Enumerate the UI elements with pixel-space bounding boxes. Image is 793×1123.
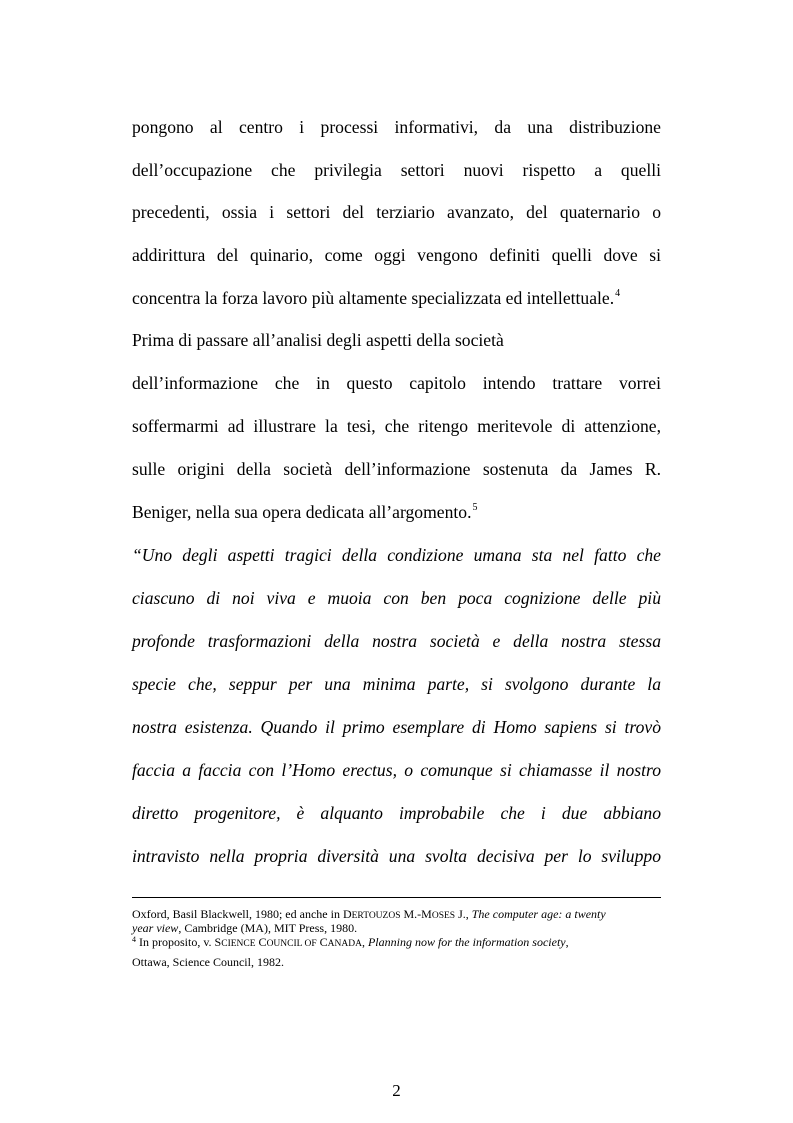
footnote-text: Oxford, Basil Blackwell, 1980; ed anche in (132, 907, 343, 921)
body-line (132, 244, 661, 266)
footnote-text: year view (132, 921, 179, 935)
footnote-text: , (565, 935, 569, 949)
quote-line (132, 759, 661, 781)
body-line (132, 201, 661, 223)
quote-line (132, 845, 661, 867)
footnote-text: , (361, 935, 368, 949)
footnote-text: The computer age: a twenty (471, 907, 606, 921)
body-line (132, 159, 661, 181)
footnote-line (132, 922, 672, 935)
body-line (132, 287, 661, 313)
footnote-text: Ottawa, Science Council, 1982. (132, 955, 284, 969)
quote-line (132, 587, 661, 609)
quote-text: profonde trasformazioni della nostra società e della nostra stessa (132, 631, 661, 651)
body-line (132, 372, 661, 394)
body-line (132, 501, 661, 527)
body-text: Beniger, nella sua opera dedicata all’argomento. (132, 502, 472, 522)
footnote-reference: 5 (472, 502, 478, 513)
quote-line (132, 802, 661, 824)
quote-line (132, 716, 661, 738)
footnote-text: Planning now for the information society (367, 935, 566, 949)
body-text: dell’occupazione che privilegia settori nuovi rispetto a quelli (132, 160, 661, 180)
quote-text: intravisto nella propria diversità una svolta decisiva per lo sviluppo (132, 846, 661, 866)
quote-text: specie che, seppur per una minima parte, si svolgono durante la (132, 674, 661, 694)
footnote-text: OUNCIL OF (266, 939, 317, 949)
body-line (132, 415, 661, 437)
body-line (132, 458, 661, 480)
body-text: addirittura del quinario, come oggi vengono definiti quelli dove si (132, 245, 661, 265)
footnote-line (132, 936, 672, 951)
footnote-text: J., (455, 907, 472, 921)
body-text: concentra la forza lavoro più altamente specializzata ed intellettuale. (132, 288, 615, 308)
footnote-text: D (342, 907, 352, 921)
body-text: dell’informazione che in questo capitolo intendo trattare vorrei (132, 373, 661, 393)
footnote-text: ERTOUZOS (351, 911, 401, 921)
quote-text: “Uno degli aspetti tragici della condizione umana sta nel fatto che (132, 545, 661, 565)
footnote-text: OSES (431, 911, 456, 921)
footnote-separator (132, 897, 661, 898)
quote-text: diretto progenitore, è alquanto improbabile che i due abbiano (132, 803, 661, 823)
footnote-number: 4 (132, 935, 136, 944)
body-line (132, 116, 661, 138)
footnote-text: ANADA (327, 939, 362, 949)
footnote-line (132, 956, 672, 969)
footnote-reference: 4 (615, 288, 621, 299)
quote-line (132, 630, 661, 652)
footnote-text: , Cambridge (MA), MIT Press, 1980. (178, 921, 358, 935)
body-text: soffermarmi ad illustrare la tesi, che ritengo meritevole di attenzione, (132, 416, 661, 436)
quote-text: ciascuno di noi viva e muoia con ben poca cognizione delle più (132, 588, 661, 608)
body-text: Prima di passare all’analisi degli aspetti della società (132, 330, 504, 350)
body-line (132, 329, 661, 351)
body-text: precedenti, ossia i settori del terziario avanzato, del quaternario o (132, 202, 661, 222)
footnote-text: C (255, 935, 267, 949)
footnote-text: In proposito, v. S (136, 935, 222, 949)
body-text: sulle origini della società dell’informazione sostenuta da James R. (132, 459, 661, 479)
body-text: pongono al centro i processi informativi, da una distribuzione (132, 117, 661, 137)
quote-line (132, 544, 661, 566)
page-number: 2 (392, 1081, 401, 1100)
footnote-text: CIENCE (221, 939, 256, 949)
footnote-text: C (316, 935, 328, 949)
quote-text: faccia a faccia con l’Homo erectus, o comunque si chiamasse il nostro (132, 760, 661, 780)
footnote-text: M.-M (400, 907, 432, 921)
quote-line (132, 673, 661, 695)
quote-text: nostra esistenza. Quando il primo esemplare di Homo sapiens si trovò (132, 717, 661, 737)
